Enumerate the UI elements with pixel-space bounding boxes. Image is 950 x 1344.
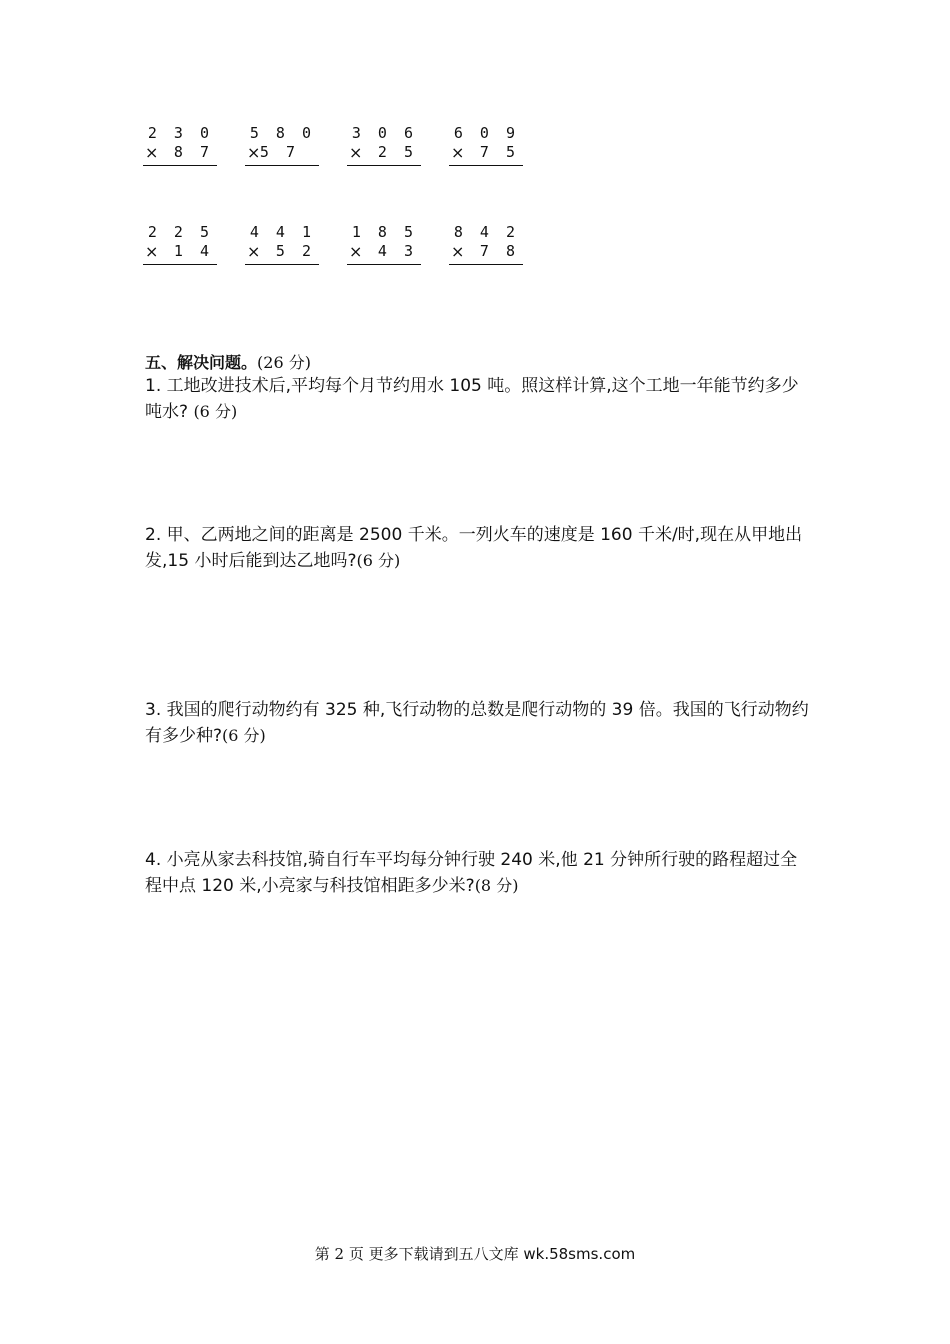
multiplicand: 6 0 9 [453,124,519,142]
times-sign: × [247,143,261,162]
answer-line [347,165,421,166]
multiplier: 8 7 [173,143,213,161]
footer-text: 第 2 页 更多下载请到五八文库 [314,1245,524,1263]
times-sign: × [349,242,363,261]
multiplication-problem [143,124,217,168]
times-sign: × [145,143,159,162]
question-points: (6 分) [222,726,266,745]
answer-line [245,165,319,166]
word-problem-3 [145,697,810,749]
page-footer [0,1243,950,1264]
answer-line [245,264,319,265]
times-sign: × [349,143,363,162]
question-text: 4. 小亮从家去科技馆,骑自行车平均每分钟行驶 240 米,他 21 分钟所行驶的路程超过全程中点 120 米,小亮家与科技馆相距多少米? [145,850,798,896]
multiplicand: 2 2 5 [147,223,213,241]
question-text: 2. 甲、乙两地之间的距离是 2500 千米。一列火车的速度是 160 千米/时,现在从甲地出发,15 小时后能到达乙地吗? [145,525,803,571]
multiplicand: 4 4 1 [249,223,315,241]
word-problem-4 [145,847,810,899]
multiplication-problem [347,124,421,168]
times-sign: × [247,242,261,261]
multiplier: 7 8 [479,242,519,260]
multiplicand: 3 0 6 [351,124,417,142]
multiplicand: 2 3 0 [147,124,213,142]
multiplier: 7 5 [479,143,519,161]
multiplier: 5 7 [259,143,299,161]
multiplier: 2 5 [377,143,417,161]
footer-site-link[interactable]: wk.58sms.com [523,1245,636,1263]
multiplication-problem [449,124,523,168]
multiplier: 5 2 [275,242,315,260]
multiplicand: 8 4 2 [453,223,519,241]
answer-line [143,264,217,265]
question-points: (8 分) [474,876,519,895]
times-sign: × [145,242,159,261]
answer-line [449,165,523,166]
multiplier: 4 3 [377,242,417,260]
multiplicand: 1 8 5 [351,223,417,241]
times-sign: × [451,242,465,261]
answer-line [449,264,523,265]
multiplier: 1 4 [173,242,213,260]
word-problem-2 [145,522,810,574]
answer-line [347,264,421,265]
section-heading [145,350,311,373]
question-text: 3. 我国的爬行动物约有 325 种,飞行动物的总数是爬行动物的 39 倍。我国的飞行动物约有多少种? [145,700,809,746]
multiplication-problem [347,223,421,267]
question-text: 1. 工地改进技术后,平均每个月节约用水 105 吨。照这样计算,这个工地一年能节约多少吨水? [145,376,799,422]
times-sign: × [451,143,465,162]
multiplication-problem [245,124,319,168]
multiplicand: 5 8 0 [249,124,315,142]
question-points: (6 分) [193,402,238,421]
word-problem-1 [145,373,810,425]
multiplication-problem [245,223,319,267]
section-score: (26 分) [257,353,311,372]
answer-line [143,165,217,166]
multiplication-problem [143,223,217,267]
multiplication-problem [449,223,523,267]
section-title-text: 五、解决问题。 [145,353,258,372]
question-points: (6 分) [356,551,401,570]
